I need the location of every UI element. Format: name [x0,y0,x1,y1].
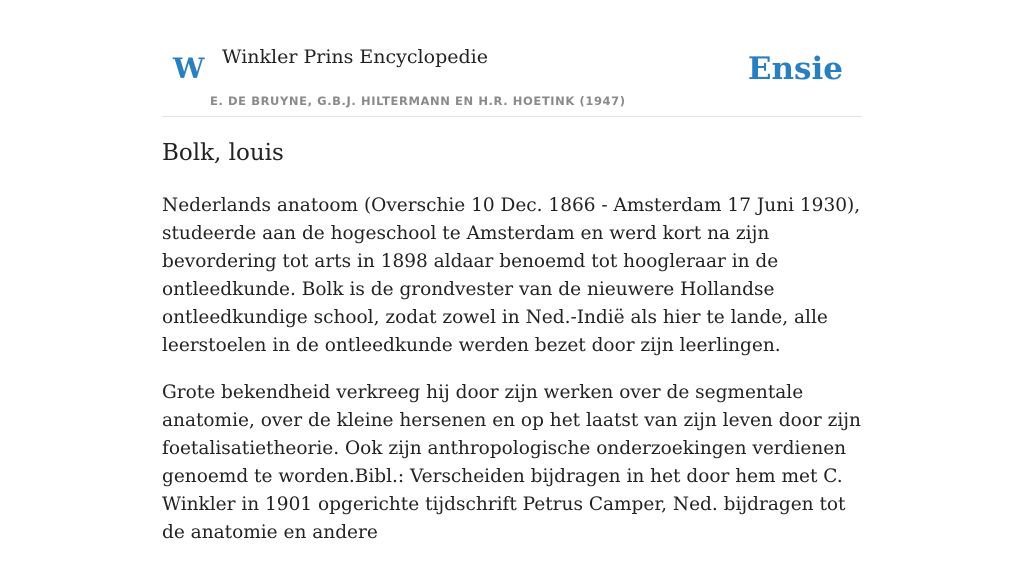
winkler-prins-logo[interactable]: W [173,52,205,85]
entry-title: Bolk, louis [162,140,284,166]
ensie-logo[interactable]: Ensie [747,51,843,87]
content-container [162,0,862,543]
encyclopedia-title-link[interactable]: Winkler Prins Encyclopedie [222,46,488,68]
entry-article [162,192,862,566]
entry-paragraph: Nederlands anatoom (Overschie 10 Dec. 1866 - Amsterdam 17 Juni 1930), studeerde aan de hogeschool te Amsterdam en werd kort na zijn bevordering tot arts in 1898 aldaar benoemd tot hoogleraar in de ontleedkunde. Bolk is de grondvester van de nieuwere Hollandse ontleedkundige school, zodat zowel in Ned.-Indië als hier te lande, alle leerstoelen in de ontleedkunde werden bezet door zijn leerlingen. [162,195,861,356]
authors-line: E. DE BRUYNE, G.B.J. HILTERMANN EN H.R. HOETINK (1947) [210,94,626,108]
entry-paragraph: Grote bekendheid verkreeg hij door zijn werken over de segmentale anatomie, over de kleine hersenen en op het laatst van zijn leven door zijn foetalisatietheorie. Ook zijn anthropologische onderzoekingen verdienen genoemd te worden.Bibl.: Verscheiden bijdragen in het door hem met C. Winkler in 1901 opgerichte tijdschrift Petrus Camper, Ned. bijdragen tot de anatomie en andere [162,382,861,543]
site-header [162,0,862,117]
